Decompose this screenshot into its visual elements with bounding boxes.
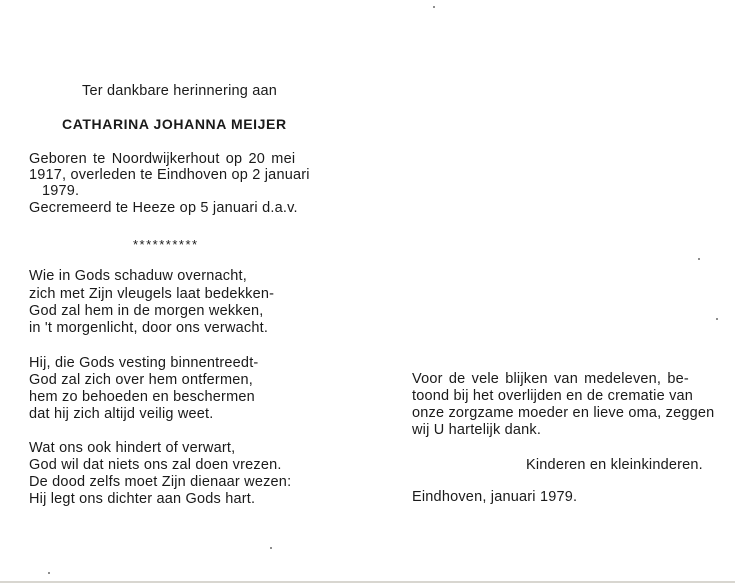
scan-speck <box>48 572 50 574</box>
poem-line: hem zo behoeden en beschermen <box>29 389 255 405</box>
scan-speck <box>698 258 700 260</box>
deceased-name: CATHARINA JOHANNA MEIJER <box>62 116 287 132</box>
poem-line: God zal hem in de morgen wekken, <box>29 303 264 319</box>
poem-line: De dood zelfs moet Zijn dienaar wezen: <box>29 474 292 490</box>
bio-line: 1917, overleden te Eindhoven op 2 januari <box>29 167 310 183</box>
poem-line: Wat ons ook hindert of verwart, <box>29 440 236 456</box>
separator-stars: ********** <box>133 237 199 252</box>
bio-line: Geboren te Noordwijkerhout op 20 mei <box>29 151 296 167</box>
signature: Kinderen en kleinkinderen. <box>526 457 703 473</box>
place-date: Eindhoven, januari 1979. <box>412 489 578 505</box>
scan-speck <box>270 547 272 549</box>
poem-line: God zal zich over hem ontfermen, <box>29 372 253 388</box>
poem-line: zich met Zijn vleugels laat bedekken- <box>29 286 275 302</box>
scan-speck <box>433 6 435 8</box>
thanks-line: wij U hartelijk dank. <box>412 422 542 438</box>
poem-line: God wil dat niets ons zal doen vrezen. <box>29 457 282 473</box>
bio-line: Gecremeerd te Heeze op 5 januari d.a.v. <box>29 200 298 216</box>
intro-text: Ter dankbare herinnering aan <box>82 83 278 99</box>
poem-line: in 't morgenlicht, door ons verwacht. <box>29 320 269 336</box>
bio-line: 1979. <box>42 183 80 199</box>
poem-line: dat hij zich altijd veilig weet. <box>29 406 214 422</box>
thanks-line: toond bij het overlijden en de crematie van <box>412 388 694 404</box>
poem-line: Hij legt ons dichter aan Gods hart. <box>29 491 256 507</box>
scan-speck <box>716 318 718 320</box>
poem-line: Wie in Gods schaduw overnacht, <box>29 268 247 284</box>
thanks-line: Voor de vele blijken van medeleven, be- <box>412 371 689 387</box>
poem-line: Hij, die Gods vesting binnentreedt- <box>29 355 259 371</box>
thanks-line: onze zorgzame moeder en lieve oma, zeggen <box>412 405 715 421</box>
